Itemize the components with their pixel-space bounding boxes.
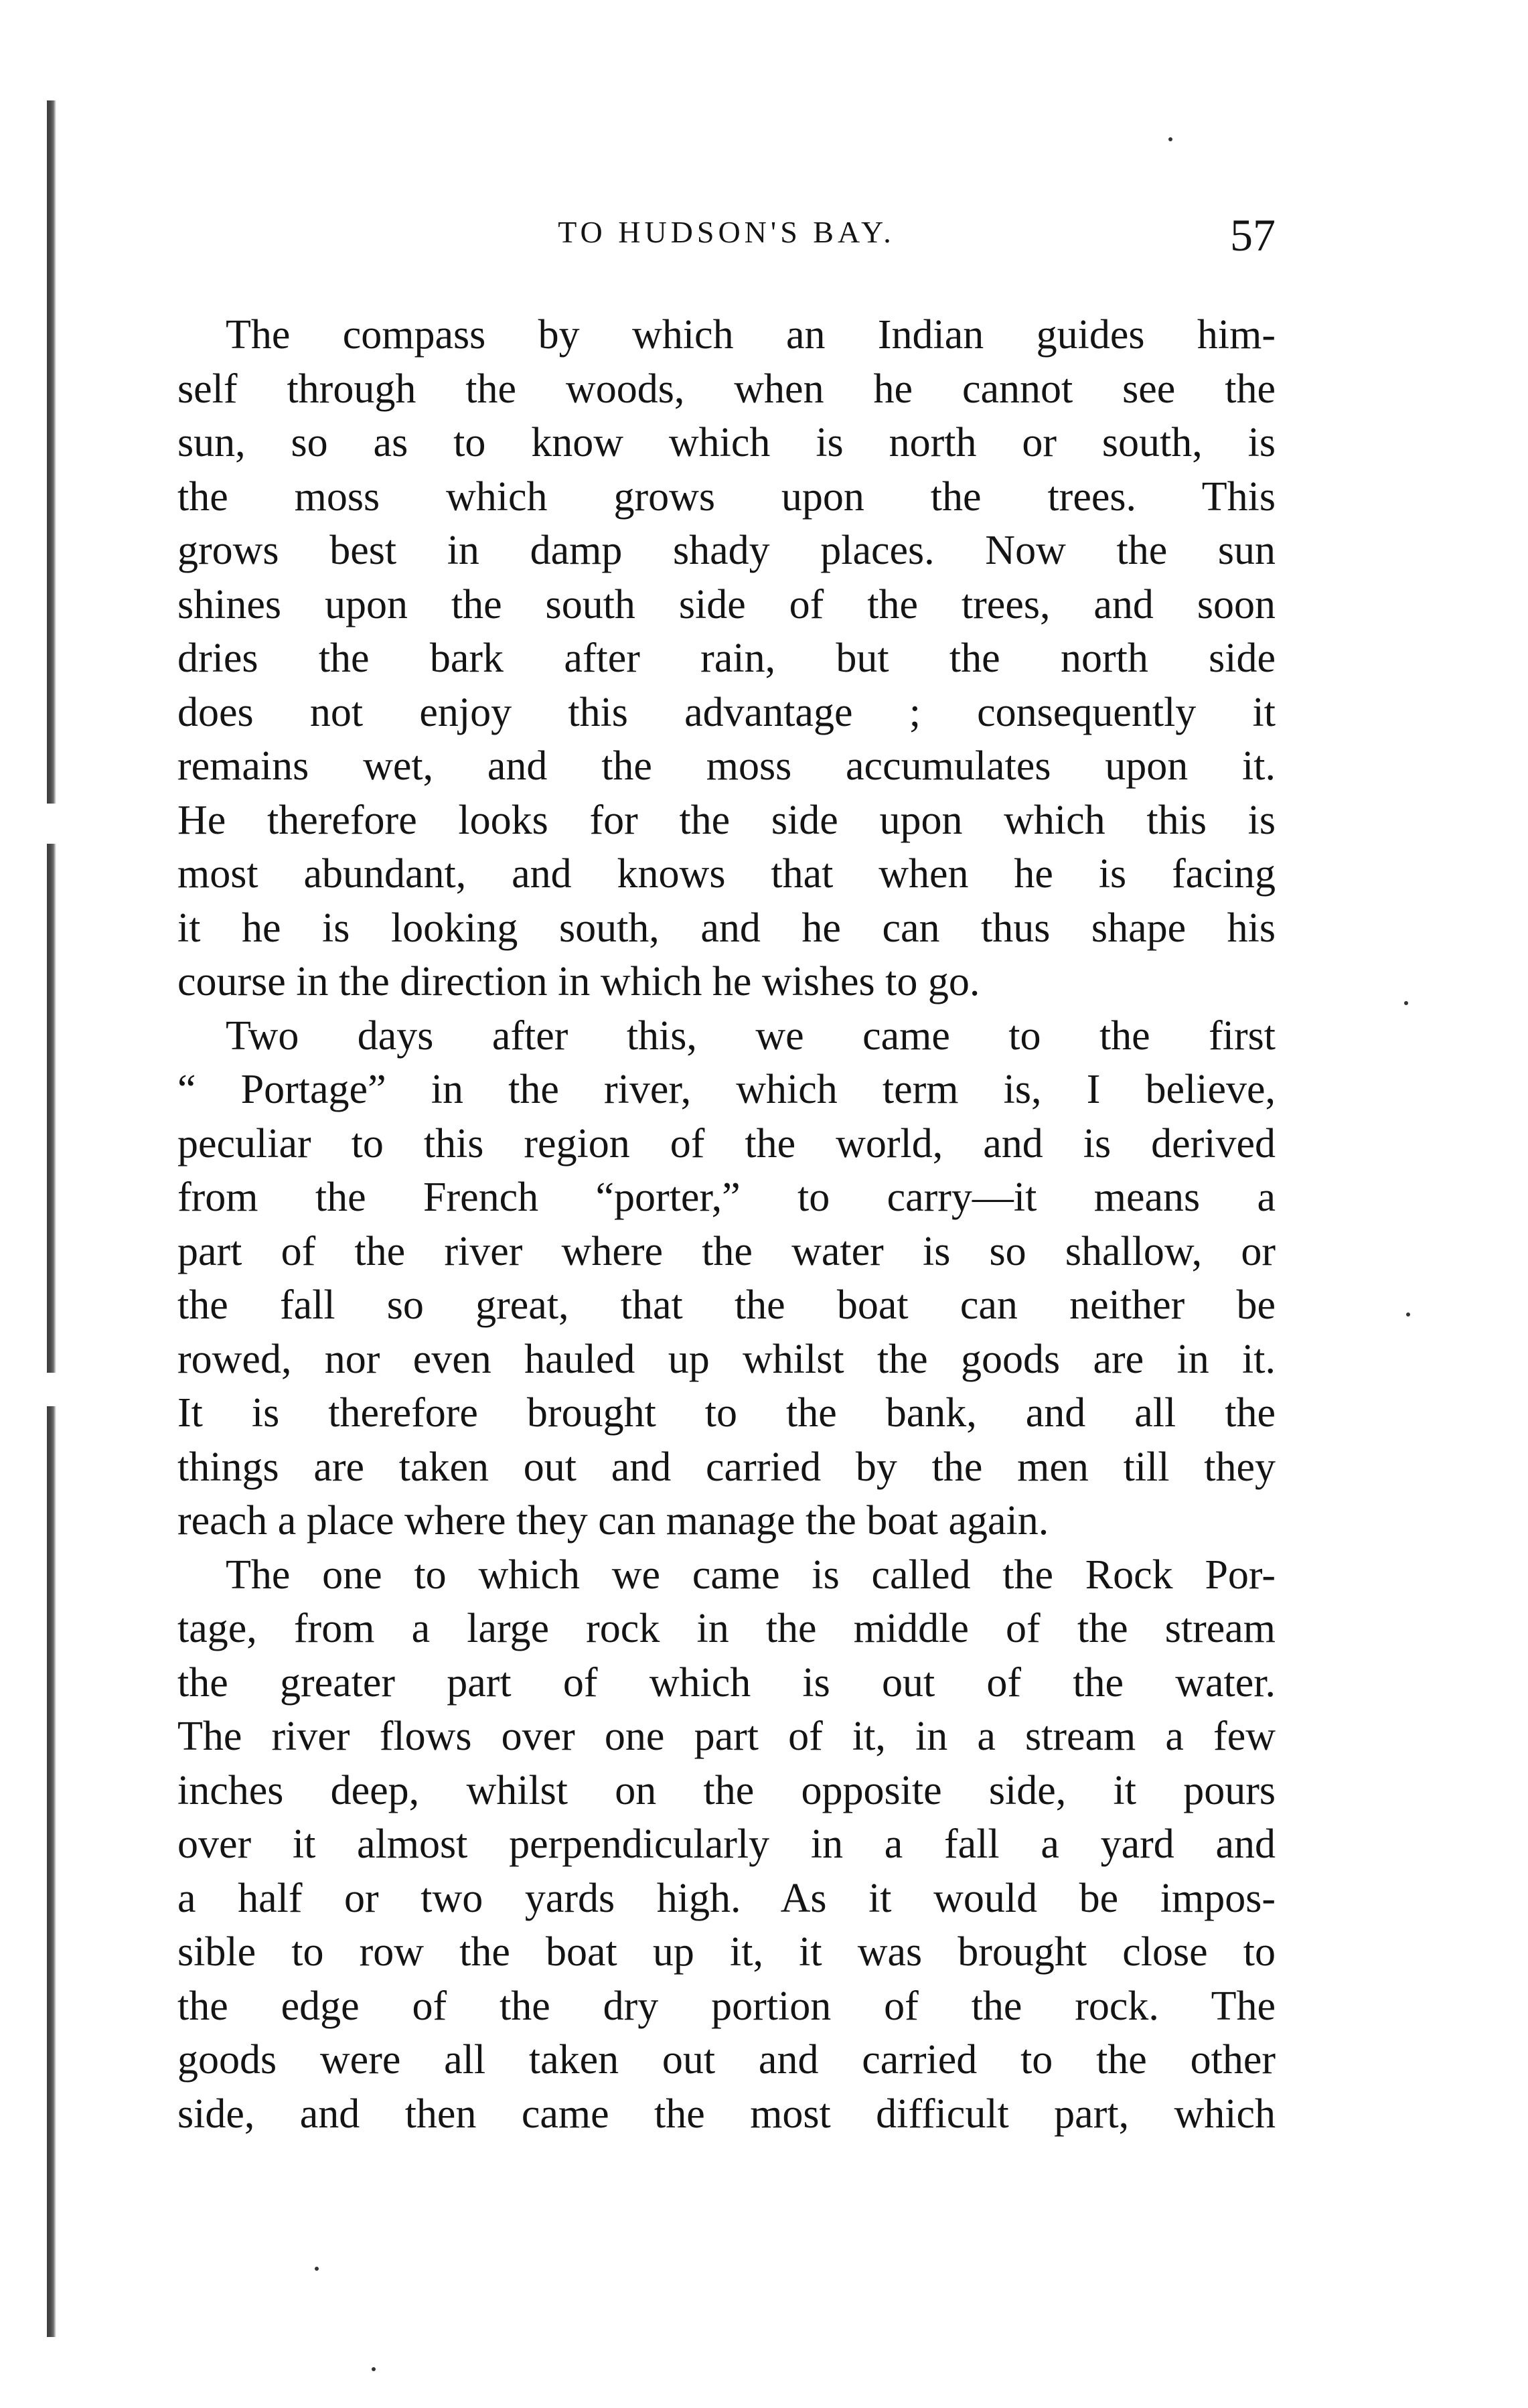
text-line: part of the river where the water is so shallow, or [177,1228,1276,1274]
text-line: it he is looking south, and he can thus shape his [177,905,1276,951]
text-line: self through the woods, when he cannot see the [177,366,1276,412]
text-line: shines upon the south side of the trees, and soon [177,581,1276,627]
text-line: the edge of the dry portion of the rock. The [177,1983,1276,2029]
text-line: goods were all taken out and carried to the other [177,2037,1276,2083]
page-number: 57 [1230,210,1276,260]
binding-edge-gap [47,804,56,844]
text-line: rowed, nor even hauled up whilst the goods are in it. [177,1336,1276,1382]
text-line: sible to row the boat up it, it was brought close to [177,1929,1276,1975]
text-line: does not enjoy this advantage ; consequently it [177,689,1276,735]
text-line: Two days after this, we came to the first [226,1012,1276,1059]
scan-speck [372,2367,376,2371]
text-line: reach a place where they can manage the boat again. [177,1498,1049,1544]
text-line: peculiar to this region of the world, and is derived [177,1120,1276,1167]
scan-speck [1168,137,1172,141]
body-text [177,308,1276,2141]
text-line: things are taken out and carried by the men till they [177,1444,1276,1490]
text-line: tage, from a large rock in the middle of the stream [177,1606,1276,1651]
text-line: It is therefore brought to the bank, and all the [177,1390,1276,1436]
scanned-binding-edge [47,100,56,2337]
text-line: remains wet, and the moss accumulates upon it. [177,743,1276,789]
text-line: the greater part of which is out of the water. [177,1659,1276,1706]
text-line: grows best in damp shady places. Now the sun [177,528,1276,573]
scan-speck [315,2267,319,2271]
text-line: course in the direction in which he wishes to go. [177,959,980,1004]
running-head: TO HUDSON'S BAY. [558,215,895,249]
text-line: sun, so as to know which is north or south, is [177,420,1276,465]
text-line: most abundant, and knows that when he is facing [177,851,1276,897]
text-line: the moss which grows upon the trees. This [177,473,1276,520]
scan-speck [1406,1312,1410,1316]
text-line: The river flows over one part of it, in a stream a few [177,1714,1276,1759]
text-line: a half or two yards high. As it would be impos- [177,1875,1276,1921]
text-line: over it almost perpendicularly in a fall a yard and [177,1821,1276,1867]
page-header [177,210,1276,275]
text-line: “ Portage” in the river, which term is, I believe, [177,1067,1276,1112]
text-line: from the French “porter,” to carry—it means a [177,1175,1276,1220]
binding-edge-gap [47,1373,56,1406]
text-line: inches deep, whilst on the opposite side, it pours [177,1767,1276,1813]
text-line: side, and then came the most difficult part, which [177,2091,1276,2137]
text-line: He therefore looks for the side upon which this is [177,797,1276,843]
text-line: The compass by which an Indian guides him- [226,312,1276,358]
text-line: the fall so great, that the boat can neither be [177,1282,1276,1328]
scan-speck [1404,1001,1408,1005]
text-line: The one to which we came is called the Rock Por- [226,1552,1276,1598]
text-line: dries the bark after rain, but the north side [177,635,1276,681]
